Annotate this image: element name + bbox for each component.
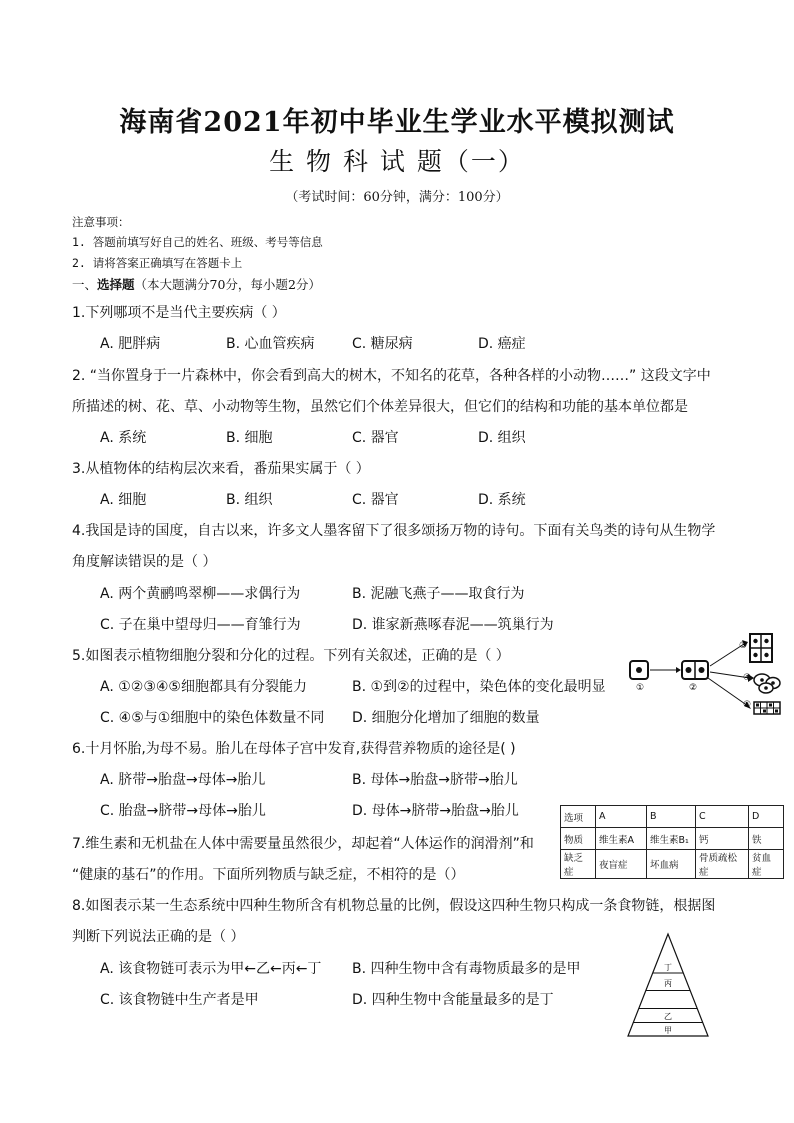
question-3: 3.从植物体的结构层次来看，番茄果实属于（ ） [72,461,370,477]
option-a: A. 细胞 [100,492,147,508]
table-cell: 钙 [696,828,749,850]
biomass-pyramid [626,932,710,1038]
pyramid-level-yi: 乙 [664,1012,672,1021]
option-c: C. 胎盘→脐带→母体→胎儿 [100,803,266,819]
table-cell: 骨质疏松症 [696,850,749,879]
table-cell: 物质 [561,828,596,850]
table-cell: 贫血症 [749,850,784,879]
cell-label-5: ⑤ [743,700,752,710]
arrow-head [676,667,681,673]
pyramid-level-jia: 甲 [664,1026,672,1035]
exam-subject: 生 物 科 试 题（一） [269,147,525,176]
table-cell: 缺乏症 [561,850,596,879]
table-cell: A [596,806,647,828]
question-4-cont: 角度解读错误的是（ ） [72,554,217,570]
option-d: D. 四种生物中含能量最多的是丁 [352,992,554,1008]
table-cell: 夜盲症 [596,850,647,879]
option-d: D. 组织 [478,430,526,446]
option-c: C. ④⑤与①细胞中的染色体数量不同 [100,710,325,726]
option-a: A. 两个黄鹂鸣翠柳——求偶行为 [100,586,301,602]
table-row [561,806,784,828]
option-d: D. 母体→脐带→胎盘→胎儿 [352,803,519,819]
table-cell: 选项 [561,806,596,828]
option-c: C. 该食物链中生产者是甲 [100,992,259,1008]
table-cell: B [647,806,696,828]
section-header [72,275,321,293]
pyramid-level-bing: 丙 [664,979,672,988]
option-b: B. 组织 [226,492,273,508]
option-c: C. 糖尿病 [352,336,413,352]
cell-label-4: ④ [743,673,752,683]
option-b: B. 母体→胎盘→脐带→胎儿 [352,772,518,788]
option-a: A. 脐带→胎盘→母体→胎儿 [100,772,266,788]
option-d: D. 细胞分化增加了细胞的数量 [352,710,540,726]
note-item: 2. 请将答案正确填写在答题卡上 [72,256,243,270]
option-d: D. 系统 [478,492,526,508]
vitamin-table [560,805,784,879]
question-8: 8.如图表示某一生态系统中四种生物所含有机物总量的比例，假设这四种生物只构成一条食物链，根据图 [72,898,716,914]
table-cell: 维生素B₁ [647,828,696,850]
question-6: 6.十月怀胎,为母不易。胎儿在母体子宫中发育,获得营养物质的途径是( ) [72,741,516,757]
question-2: 2. “当你置身于一片森林中，你会看到高大的树木，不知名的花草，各种各样的小动物……” 这段文字中 [72,368,711,384]
cell-division-figure [626,630,786,720]
option-b: B. ①到②的过程中，染色体的变化最明显 [352,679,606,695]
table-cell: 坏血病 [647,850,696,879]
pyramid-level-ding: 丁 [664,963,672,972]
question-4: 4.我国是诗的国度，自古以来，许多文人墨客留下了很多颂扬万物的诗句。下面有关鸟类的诗句从生物学 [72,523,716,539]
option-b: B. 细胞 [226,430,273,446]
question-2-cont: 所描述的树、花、草、小动物等生物，虽然它们个体差异很大，但它们的结构和功能的基本单位都是 [72,399,688,415]
option-b: B. 泥融飞燕子——取食行为 [352,586,525,602]
question-8-cont: 判断下列说法正确的是（ ） [72,929,245,945]
option-c: C. 子在巢中望母归——育雏行为 [100,617,301,633]
option-a: A. 该食物链可表示为甲←乙←丙←丁 [100,961,322,977]
option-a: A. ①②③④⑤细胞都具有分裂能力 [100,679,307,695]
option-c: C. 器官 [352,492,399,508]
section-name: 选择题 [97,277,135,292]
option-d: D. 癌症 [478,336,526,352]
cell-label-3: ③ [739,641,748,651]
cell-label-1: ① [636,683,645,693]
question-1: 1.下列哪项不是当代主要疾病（ ） [72,305,286,321]
question-7: 7.维生素和无机盐在人体中需要量虽然很少，却起着“人体运作的润滑剂”和 [72,836,534,852]
note-item: 1. 答题前填写好自己的姓名、班级、考号等信息 [72,235,323,249]
option-a: A. 系统 [100,430,147,446]
option-b: B. 心血管疾病 [226,336,315,352]
table-row [561,828,784,850]
cell-label-2: ② [689,683,698,693]
cell-5 [754,702,780,714]
question-5: 5.如图表示植物细胞分裂和分化的过程。下列有关叙述，正确的是（ ） [72,648,510,664]
section-label: 一、 [72,277,98,292]
arrow [708,678,748,706]
table-cell: 铁 [749,828,784,850]
notes-heading: 注意事项： [72,215,130,229]
table-row [561,850,784,879]
exam-title: 海南省2021年初中毕业生学业水平模拟测试 [119,107,675,138]
table-cell: C [696,806,749,828]
cell-4 [754,674,780,693]
cell-2 [682,661,708,679]
option-b: B. 四种生物中含有毒物质最多的是甲 [352,961,581,977]
table-cell: 维生素A [596,828,647,850]
cell-3 [750,634,772,662]
cell-1 [630,661,648,679]
section-desc: （本大题满分70分，每小题2分） [134,277,321,292]
exam-info: （考试时间：60分钟，满分：100分） [285,190,509,205]
table-cell: D [749,806,784,828]
question-7-cont: “健康的基石”的作用。下面所列物质与缺乏症，不相符的是（） [72,867,465,883]
option-c: C. 器官 [352,430,399,446]
option-d: D. 谁家新燕啄春泥——筑巢行为 [352,617,554,633]
option-a: A. 肥胖病 [100,336,161,352]
